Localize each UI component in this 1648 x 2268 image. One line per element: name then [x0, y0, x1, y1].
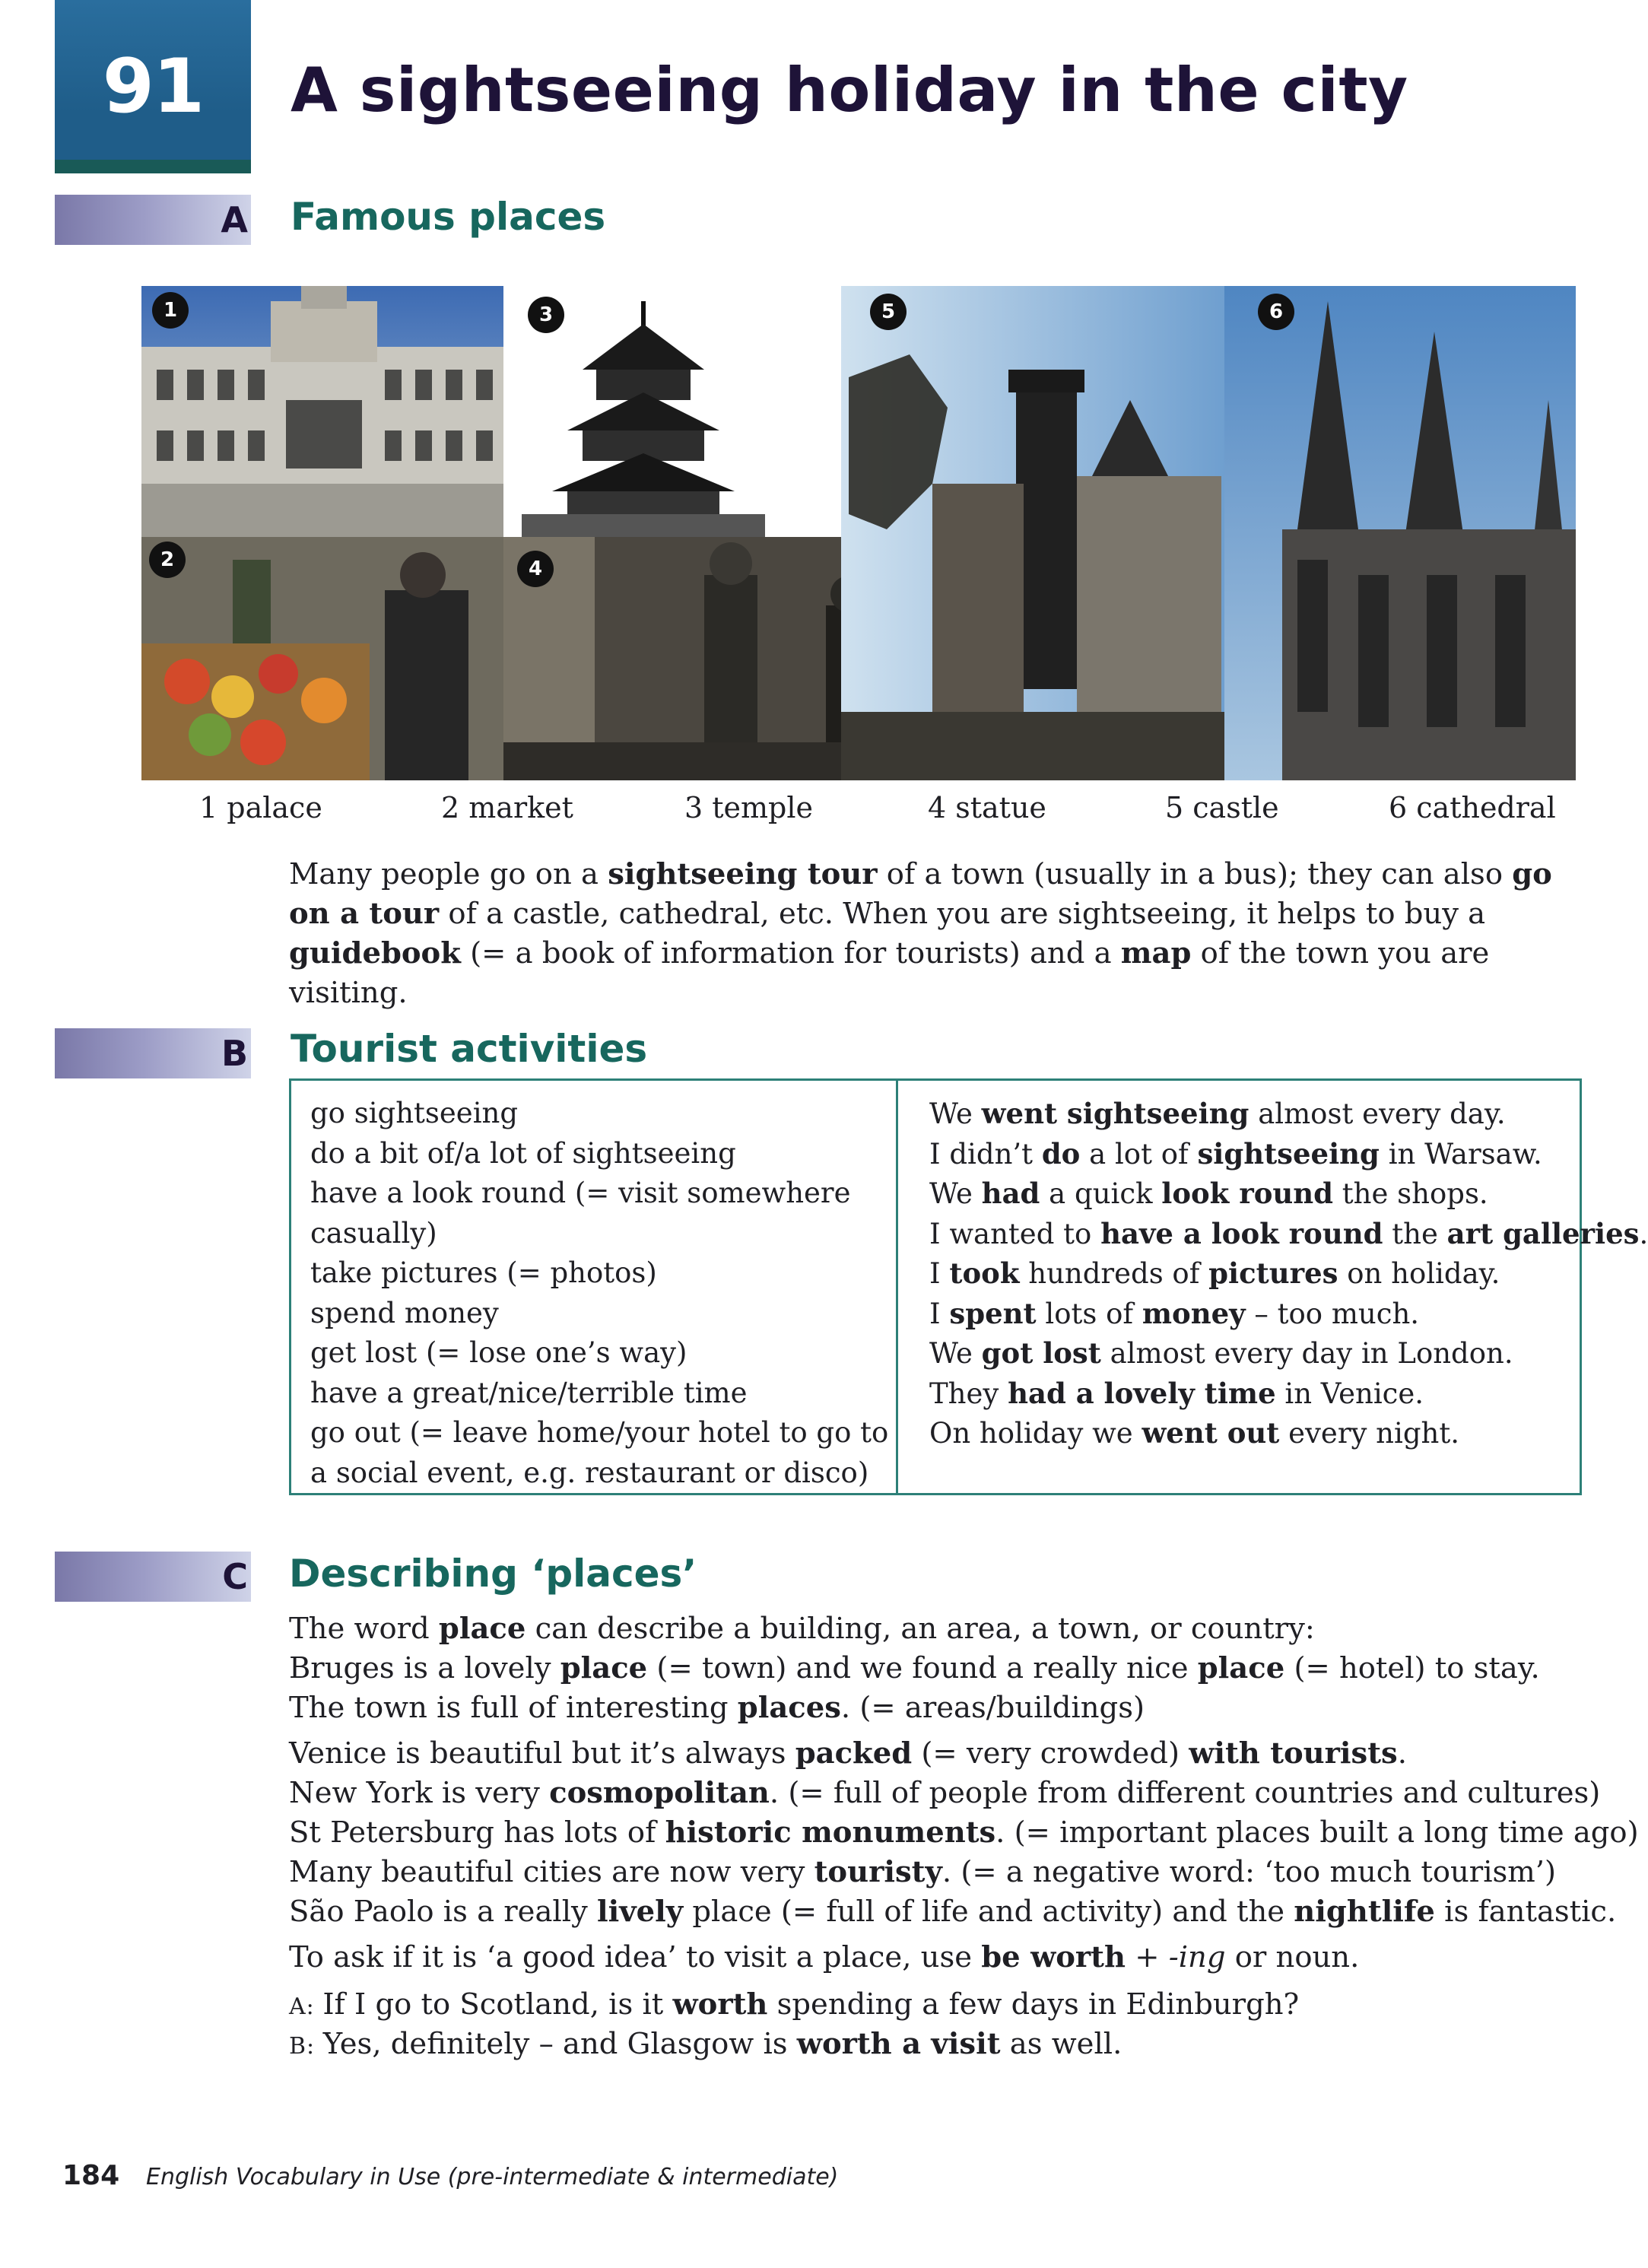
bold-term: cosmopolitan [549, 1776, 770, 1810]
text-run: (= very crowded) [912, 1736, 1189, 1771]
text-run: New York is very [289, 1776, 550, 1810]
palace-photo [141, 286, 503, 537]
dialogue-line [289, 1985, 1299, 2027]
famous-places-photos [141, 286, 1576, 780]
bold-term: historic monuments [665, 1815, 996, 1850]
photo-badge-6: 6 [1258, 294, 1294, 330]
text-run: . (= full of people from different countries and cultures) [769, 1776, 1601, 1810]
caption-cathedral: 6 cathedral [1389, 791, 1556, 824]
text-run: in Warsaw. [1379, 1137, 1542, 1171]
caption-market: 2 market [441, 791, 573, 824]
bold-term: place [438, 1612, 526, 1646]
text-run: of a castle, cathedral, etc. When you are sightseeing, it helps to buy a [439, 897, 1486, 931]
text-run: every night. [1279, 1417, 1459, 1450]
bold-term: got lost [981, 1336, 1101, 1370]
book-title: English Vocabulary in Use (pre-intermediate & intermediate) [146, 2164, 839, 2190]
activity-phrase: take pictures (= photos) [310, 1256, 657, 1289]
bold-term: map [1120, 936, 1192, 970]
speaker-label: B: [289, 2033, 323, 2060]
text-run: St Petersburg has lots of [289, 1815, 665, 1850]
activity-phrase: have a look round (= visit somewhere [310, 1177, 851, 1209]
unit-number: 91 [55, 0, 251, 173]
text-run: São Paolo is a really [289, 1895, 598, 1929]
example-sentence [929, 1094, 1506, 1134]
description-line [289, 1774, 1600, 1813]
bold-term: packed [795, 1736, 913, 1771]
text-run: We [929, 1177, 982, 1210]
bold-term: do [1041, 1136, 1081, 1171]
text-run: . (= areas/buildings) [840, 1691, 1145, 1725]
example-sentence [929, 1214, 1648, 1254]
section-a-title: Famous places [291, 195, 606, 239]
text-run: The word [289, 1612, 439, 1646]
bold-term: lively [597, 1895, 684, 1929]
castle-photo [841, 286, 1224, 780]
text-run: lots of [1036, 1297, 1142, 1330]
photo-badge-4: 4 [517, 551, 554, 587]
page-number: 184 [62, 2160, 120, 2191]
bold-term: art galleries [1446, 1216, 1640, 1250]
bold-term: place [1197, 1651, 1285, 1685]
section-c-body [289, 1609, 1639, 2081]
text-run: Yes, definitely – and Glasgow is [322, 2027, 797, 2061]
activity-phrase: do a bit of/a lot of sightseeing [310, 1136, 736, 1170]
example-sentence [929, 1174, 1488, 1214]
caption-temple: 3 temple [684, 791, 814, 824]
text-run: place (= full of life and activity) and the [683, 1895, 1294, 1929]
text-run: We [929, 1097, 982, 1130]
bold-term: touristy [814, 1855, 942, 1889]
text-run: Venice is beautiful but it’s always [289, 1736, 795, 1771]
caption-statue: 4 statue [928, 791, 1046, 824]
example-sentence [929, 1374, 1424, 1414]
speaker-label: A: [289, 1993, 323, 2020]
bold-term: guidebook [289, 936, 461, 970]
text-run: -ing [1168, 1940, 1226, 1974]
photo-captions [141, 791, 1576, 837]
bold-term: places [737, 1691, 841, 1725]
section-c-title: Describing ‘places’ [289, 1552, 697, 1596]
text-run: of a town (usually in a bus); they can also [877, 857, 1513, 891]
bold-term: worth a visit [796, 2027, 1001, 2061]
market-photo [141, 537, 503, 780]
description-line [289, 1813, 1639, 1853]
table-right-column [929, 1094, 1648, 1489]
section-b-title: Tourist activities [291, 1027, 648, 1071]
dialogue-line [289, 2025, 1122, 2066]
activity-phrase: casually) [310, 1216, 437, 1250]
bold-term: took [949, 1256, 1020, 1290]
bold-term: nightlife [1294, 1895, 1435, 1929]
bold-term: with tourists [1189, 1736, 1398, 1771]
section-a-letter: A [221, 199, 248, 240]
text-run: as well. [1000, 2027, 1122, 2061]
bold-term: had [981, 1177, 1040, 1210]
text-run: . [1397, 1736, 1407, 1771]
section-a-paragraph [289, 855, 1574, 1013]
description-line [289, 1734, 1407, 1774]
text-run: a lot of [1080, 1137, 1198, 1171]
example-sentence [929, 1253, 1500, 1294]
text-run: If I go to Scotland, is it [322, 1987, 673, 2022]
bold-term: went sightseeing [981, 1097, 1249, 1130]
example-sentence [929, 1333, 1513, 1374]
text-run: of the town you are visiting. [289, 936, 1490, 1010]
bold-term: money [1142, 1296, 1246, 1330]
activity-phrase: have a great/nice/terrible time [310, 1376, 748, 1409]
text-run: The town is full of interesting [289, 1691, 738, 1725]
section-b-letter: B [221, 1033, 248, 1074]
text-run: To ask if it is ‘a good idea’ to visit a place, use [289, 1940, 982, 1974]
text-run: hundreds of [1019, 1257, 1209, 1290]
bold-term: have a look round [1100, 1216, 1383, 1250]
text-run: almost every day in London. [1100, 1337, 1513, 1370]
example-sentence [929, 1294, 1419, 1334]
description-line [289, 1853, 1556, 1892]
bold-term: be worth [981, 1940, 1126, 1974]
cathedral-photo [1224, 286, 1576, 780]
bold-term: look round [1161, 1177, 1334, 1210]
bold-term: place [560, 1651, 648, 1685]
text-run: I [929, 1297, 950, 1330]
activity-phrase: spend money [310, 1296, 499, 1329]
bold-term: go on a tour [289, 857, 1552, 931]
text-run: is fantastic. [1434, 1895, 1617, 1929]
caption-castle: 5 castle [1165, 791, 1279, 824]
bold-term: pictures [1208, 1256, 1338, 1290]
page-title: A sightseeing holiday in the city [291, 55, 1408, 125]
bold-term: sightseeing [1197, 1136, 1380, 1171]
text-run: I wanted to [929, 1217, 1101, 1250]
text-run: On holiday we [929, 1417, 1142, 1450]
description-line [289, 1688, 1145, 1728]
photo-badge-1: 1 [152, 292, 189, 329]
text-run: . [1639, 1217, 1648, 1250]
activity-phrase: get lost (= lose one’s way) [310, 1336, 687, 1369]
text-run: . (= important places built a long time ago) [995, 1815, 1639, 1850]
text-run: the shops. [1333, 1177, 1488, 1210]
example-sentence [929, 1413, 1459, 1453]
text-run: almost every day. [1249, 1097, 1506, 1130]
description-line [289, 1649, 1540, 1688]
text-run: can describe a building, an area, a town, or country: [526, 1612, 1315, 1646]
activity-phrase: go out (= leave home/your hotel to go to [310, 1416, 889, 1449]
photo-badge-2: 2 [149, 542, 186, 578]
text-run: Many beautiful cities are now very [289, 1855, 814, 1889]
text-run: in Venice. [1275, 1377, 1424, 1410]
text-run: (= a book of information for tourists) and a [460, 936, 1121, 970]
bold-term: worth [672, 1987, 768, 2022]
text-run: . (= a negative word: ‘too much tourism’) [941, 1855, 1557, 1889]
text-run: a quick [1040, 1177, 1162, 1210]
photo-badge-3: 3 [528, 297, 564, 333]
description-line [289, 1938, 1359, 1977]
bold-term: had a lovely time [1008, 1376, 1276, 1410]
text-run: (= town) and we found a really nice [647, 1651, 1198, 1685]
description-line [289, 1892, 1616, 1932]
text-run: They [929, 1377, 1008, 1410]
table-left-column [310, 1094, 888, 1489]
text-run: – too much. [1245, 1297, 1420, 1330]
activity-phrase: go sightseeing [310, 1097, 519, 1129]
bold-term: went out [1142, 1416, 1280, 1450]
text-run: Many people go on a [289, 857, 608, 891]
section-c-letter: C [222, 1556, 248, 1597]
text-run: I [929, 1257, 950, 1290]
text-run: (= hotel) to stay. [1284, 1651, 1540, 1685]
bold-term: sightseeing tour [608, 857, 878, 891]
text-run: the [1383, 1217, 1447, 1250]
caption-palace: 1 palace [199, 791, 322, 824]
text-run: We [929, 1337, 982, 1370]
text-run: spending a few days in Edinburgh? [767, 1987, 1300, 2022]
text-run: on holiday. [1338, 1257, 1500, 1290]
table-divider [896, 1078, 898, 1495]
photo-collage [141, 286, 1576, 780]
description-line [289, 1609, 1315, 1649]
text-run: or noun. [1225, 1940, 1360, 1974]
activity-phrase: a social event, e.g. restaurant or disco) [310, 1456, 869, 1489]
text-run: + [1125, 1940, 1169, 1974]
example-sentence [929, 1134, 1542, 1174]
bold-term: spent [949, 1296, 1037, 1330]
text-run: Bruges is a lovely [289, 1651, 560, 1685]
photo-badge-5: 5 [870, 294, 907, 330]
text-run: I didn’t [929, 1137, 1042, 1171]
